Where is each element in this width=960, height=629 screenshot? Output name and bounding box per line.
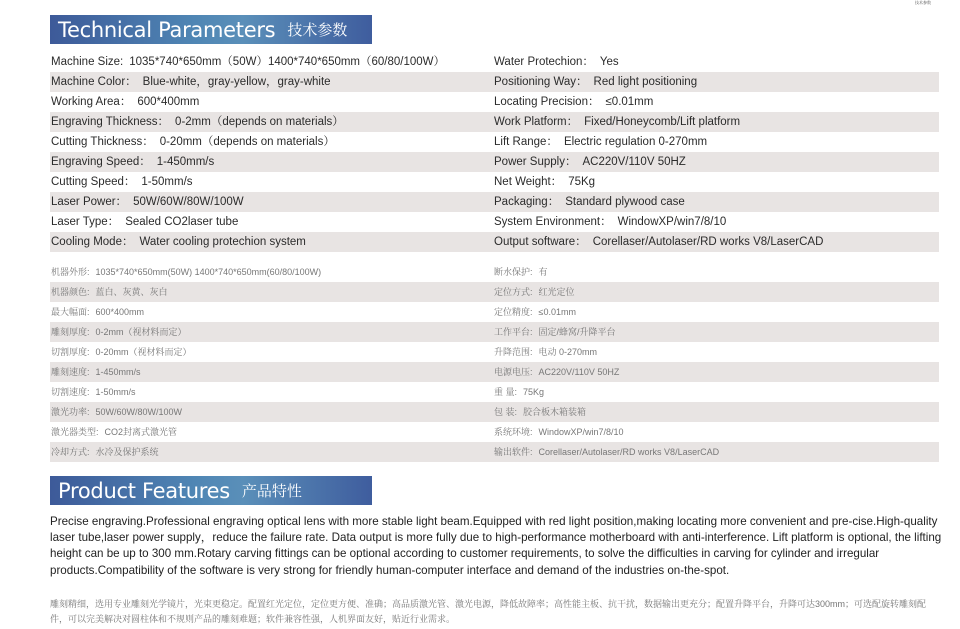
spec-label: System Environment： xyxy=(494,216,612,228)
spec-value: 600*400mm xyxy=(95,307,145,317)
spec-value: 1-450mm/s xyxy=(156,156,215,168)
spec-row xyxy=(50,422,939,442)
spec-value: AC220V/110V 50HZ xyxy=(538,367,620,377)
spec-row xyxy=(50,402,939,422)
spec-value: Blue-white，gray-yellow，gray-white xyxy=(142,76,331,88)
spec-label: Output software： xyxy=(494,236,587,248)
spec-label: 输出软件: xyxy=(494,447,533,457)
product-features-title-cn: 产品特性 xyxy=(241,483,302,500)
spec-label: 最大幅面: xyxy=(51,307,90,317)
spec-label: 机器颜色: xyxy=(51,287,90,297)
spec-label: 机器外形: xyxy=(51,267,90,277)
spec-label: Cutting Speed： xyxy=(51,176,136,188)
spec-value: 0-2mm（depends on materials） xyxy=(175,116,344,128)
spec-row xyxy=(50,322,939,342)
spec-value: 1035*740*650mm(50W) 1400*740*650mm(60/80/100W) xyxy=(95,267,322,277)
product-features-title: Product Features xyxy=(58,478,230,503)
spec-value: ≤0.01mm xyxy=(605,96,654,108)
spec-row xyxy=(50,442,939,462)
spec-row xyxy=(50,132,939,152)
spec-value: 75Kg xyxy=(568,176,596,188)
spec-label: 升降范围: xyxy=(494,347,533,357)
spec-row xyxy=(50,52,939,72)
spec-value: Yes xyxy=(599,56,619,68)
spec-value: WindowXP/win7/8/10 xyxy=(538,427,624,437)
spec-label: 雕刻厚度: xyxy=(51,327,90,337)
spec-value: 1-50mm/s xyxy=(95,387,136,397)
technical-parameters-title: Technical Parameters xyxy=(58,17,276,42)
spec-row xyxy=(50,72,939,92)
spec-label: Positioning Way： xyxy=(494,76,588,88)
spec-label: 定位方式: xyxy=(494,287,533,297)
spec-value: 红光定位 xyxy=(538,287,575,297)
spec-label: 重 量: xyxy=(494,387,518,397)
spec-label: Engraving Thickness： xyxy=(51,116,170,128)
spec-label: Machine Size: xyxy=(51,56,124,68)
spec-value: 胶合板木箱装箱 xyxy=(523,407,587,417)
spec-value: Sealed CO2laser tube xyxy=(125,216,239,228)
spec-value: 1035*740*650mm（50W）1400*740*650mm（60/80/100W） xyxy=(129,56,446,68)
spec-value: Fixed/Honeycomb/Lift platform xyxy=(584,116,741,128)
spec-label: Net Weight： xyxy=(494,176,563,188)
spec-value: Corellaser/Autolaser/RD works V8/LaserCAD xyxy=(538,447,720,457)
spec-row xyxy=(50,212,939,232)
spec-value: 有 xyxy=(538,267,548,277)
spec-label: 电源电压: xyxy=(494,367,533,377)
spec-label: 工作平台: xyxy=(494,327,533,337)
spec-label: Packaging： xyxy=(494,196,560,208)
spec-value: 蓝白、灰黄、灰白 xyxy=(95,287,168,297)
spec-value: 600*400mm xyxy=(137,96,200,108)
spec-value: CO2封离式激光管 xyxy=(104,427,178,437)
spec-label: 系统环境: xyxy=(494,427,533,437)
spec-label: Water Protechion： xyxy=(494,56,594,68)
spec-label: Laser Power： xyxy=(51,196,128,208)
spec-label: Power Supply： xyxy=(494,156,577,168)
spec-value: 50W/60W/80W/100W xyxy=(133,196,244,208)
spec-row xyxy=(50,302,939,322)
spec-label: 切割速度: xyxy=(51,387,90,397)
spec-label: 断水保护: xyxy=(494,267,533,277)
spec-label: Locating Precision： xyxy=(494,96,600,108)
spec-row xyxy=(50,112,939,132)
spec-value: Standard plywood case xyxy=(565,196,685,208)
spec-value: 0-20mm（depends on materials） xyxy=(159,136,335,148)
spec-row xyxy=(50,232,939,252)
spec-label: Cutting Thickness： xyxy=(51,136,154,148)
spec-value: Water cooling protechion system xyxy=(139,236,306,248)
spec-row xyxy=(50,192,939,212)
spec-value: 75Kg xyxy=(523,387,545,397)
spec-value: 电动 0-270mm xyxy=(538,347,598,357)
spec-value: 1-50mm/s xyxy=(141,176,193,188)
spec-value: Red light positioning xyxy=(593,76,698,88)
spec-label: 包 装: xyxy=(494,407,518,417)
spec-label: 激光器类型: xyxy=(51,427,99,437)
product-features-text-english: Precise engraving.Professional engraving optical lens with more stable light beam.Equipped with red light position,making locating more convenient and pre-cise.High-quality laser tube,laser power supply，reduce the failure rate. Data output is more fully due to high-performance motherboard with anti-interference. Lift platform is optional, the lifting height can be up to 300 mm.Rotary carving fittings can be optional according to customer requirements, to solve the difficulties in carving for cylinder and irregular products.Compatibility of the software is very strong for friendly human-computer interface and demand of the industries on-the-spot. xyxy=(50,515,942,577)
spec-table-english xyxy=(50,52,939,252)
spec-value: 1-450mm/s xyxy=(95,367,141,377)
spec-value: ≤0.01mm xyxy=(538,307,576,317)
spec-row xyxy=(50,152,939,172)
spec-label: Lift Range： xyxy=(494,136,558,148)
spec-value: AC220V/110V 50HZ xyxy=(582,156,686,168)
product-features-banner xyxy=(50,476,372,505)
product-features-text-chinese: 雕刻精细，选用专业雕刻光学镜片，光束更稳定。配置红光定位，定位更方便、准确；高品质激光管、激光电源，降低故障率；高性能主板、抗干扰，数据输出更充分；配置升降平台，升降可达300mm；可选配旋转雕刻配件，可以完美解决对圆柱体和不规则产品的雕刻难题；软件兼容性强，人机界面友好，贴近行业需求。 xyxy=(50,599,927,624)
spec-row xyxy=(50,282,939,302)
spec-value: 0-2mm（视材料而定） xyxy=(95,327,187,337)
spec-label: Working Area： xyxy=(51,96,132,108)
spec-value: 固定/蜂窝/升降平台 xyxy=(538,327,616,337)
corner-watermark: 技术参数 xyxy=(915,0,931,5)
spec-label: Cooling Mode： xyxy=(51,236,134,248)
spec-label: 冷却方式: xyxy=(51,447,90,457)
spec-label: Engraving Speed： xyxy=(51,156,151,168)
spec-row xyxy=(50,262,939,282)
spec-label: Laser Type： xyxy=(51,216,120,228)
spec-label: 定位精度: xyxy=(494,307,533,317)
spec-label: Machine Color： xyxy=(51,76,137,88)
spec-value: 0-20mm（视材料而定） xyxy=(95,347,192,357)
spec-value: Electric regulation 0-270mm xyxy=(563,136,708,148)
spec-label: Work Platform： xyxy=(494,116,579,128)
spec-table-chinese xyxy=(50,262,939,462)
spec-label: 切割厚度: xyxy=(51,347,90,357)
spec-row xyxy=(50,172,939,192)
spec-row xyxy=(50,342,939,362)
spec-label: 雕刻速度: xyxy=(51,367,90,377)
spec-label: 激光功率: xyxy=(51,407,90,417)
spec-row xyxy=(50,92,939,112)
spec-value: 50W/60W/80W/100W xyxy=(95,407,183,417)
technical-parameters-banner xyxy=(50,15,372,44)
spec-value: 水冷及保护系统 xyxy=(95,447,159,457)
spec-row xyxy=(50,382,939,402)
spec-value: Corellaser/Autolaser/RD works V8/LaserCAD xyxy=(592,236,824,248)
spec-value: WindowXP/win7/8/10 xyxy=(617,216,727,228)
spec-row xyxy=(50,362,939,382)
technical-parameters-title-cn: 技术参数 xyxy=(287,22,348,39)
